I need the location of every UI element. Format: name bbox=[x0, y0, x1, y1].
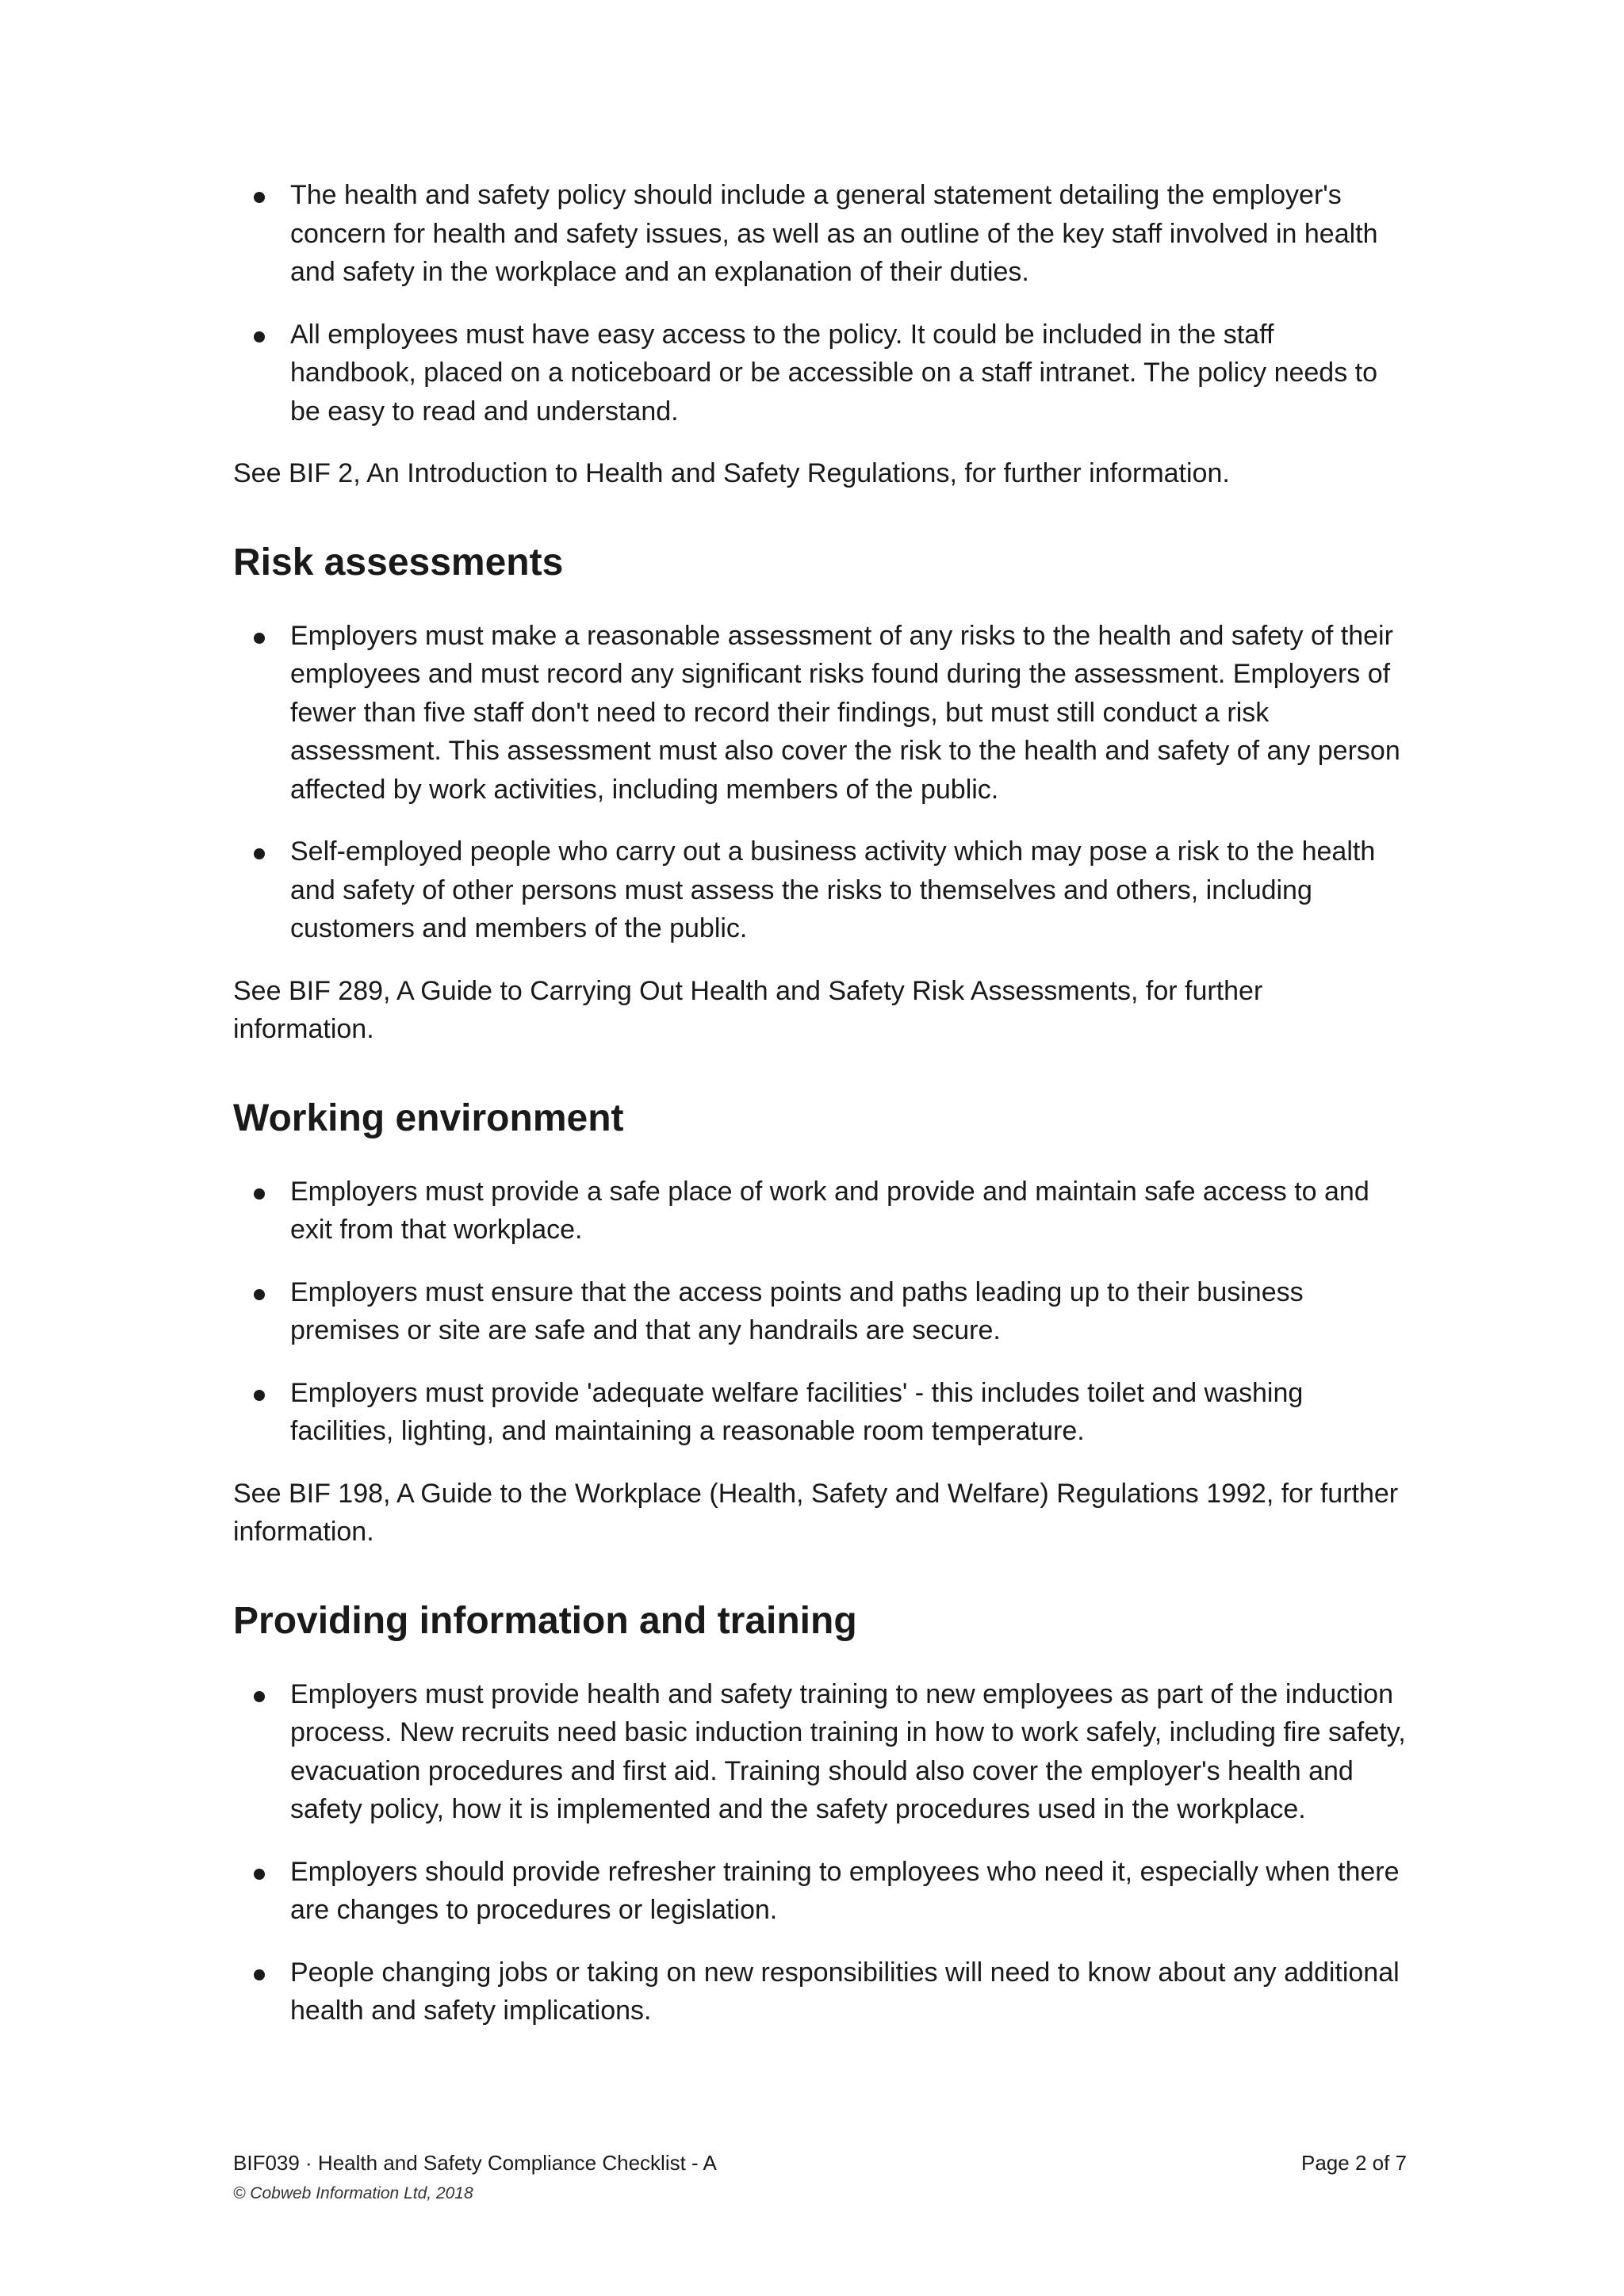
section-heading: Working environment bbox=[233, 1096, 624, 1139]
list-item bbox=[233, 1853, 1407, 1930]
bullet-icon bbox=[254, 331, 265, 342]
page-footer bbox=[233, 2149, 1407, 2203]
list-item bbox=[233, 176, 1407, 292]
section-note: See BIF 289, A Guide to Carrying Out Health and Safety Risk Assessments, for further information. bbox=[233, 975, 1263, 1044]
bullet-text: Employers must provide 'adequate welfare facilities' - this includes toilet and washing facilities, lighting, and maintaining a reasonable room temperature. bbox=[290, 1377, 1304, 1446]
bullet-list bbox=[233, 1173, 1407, 1451]
bullet-text: Employers must make a reasonable assessment of any risks to the health and safety of their employees and must record any significant risks found during the assessment. Employers of fewer than five staff don't need to record their findings, but must still conduct a risk assessment. This assessment must also cover the risk to the health and safety of any person affected by work activities, including members of the public. bbox=[290, 620, 1400, 805]
bullet-text: Self-employed people who carry out a business activity which may pose a risk to the health and safety of other persons must assess the risks to themselves and others, including customers and members of the public. bbox=[290, 836, 1376, 943]
bullet-icon bbox=[254, 848, 265, 859]
list-item bbox=[233, 1374, 1407, 1451]
intro-bullet-list bbox=[233, 176, 1407, 430]
section-working-environment bbox=[233, 1096, 1407, 1552]
bullet-text: People changing jobs or taking on new responsibilities will need to know about any additional health and safety implications. bbox=[290, 1957, 1400, 2026]
section-heading: Providing information and training bbox=[233, 1599, 857, 1642]
footer-doc-title: BIF039 · Health and Safety Compliance Checklist - A bbox=[233, 2151, 717, 2175]
bullet-list bbox=[233, 1675, 1407, 2030]
bullet-icon bbox=[254, 1969, 265, 1980]
list-item bbox=[233, 1173, 1407, 1249]
bullet-icon bbox=[254, 1691, 265, 1702]
list-item bbox=[233, 1273, 1407, 1350]
bullet-list bbox=[233, 617, 1407, 948]
list-item bbox=[233, 1675, 1407, 1829]
section-heading: Risk assessments bbox=[233, 541, 564, 584]
bullet-text: Employers must provide a safe place of work and provide and maintain safe access to and exit from that workplace. bbox=[290, 1176, 1369, 1245]
intro-note: See BIF 2, An Introduction to Health and Safety Regulations, for further information. bbox=[233, 458, 1230, 488]
bullet-text: The health and safety policy should include a general statement detailing the employer's concern for health and safety issues, as well as an outline of the key staff involved in health and safety in the workplace and an explanation of their duties. bbox=[290, 180, 1378, 287]
section-providing-information-and-training bbox=[233, 1599, 1407, 2030]
bullet-icon bbox=[254, 192, 265, 203]
page-content bbox=[233, 176, 1407, 2054]
footer-copyright: © Cobweb Information Ltd, 2018 bbox=[233, 2184, 473, 2202]
bullet-icon bbox=[254, 1188, 265, 1200]
bullet-text: Employers must provide health and safety training to new employees as part of the induction process. New recruits need basic induction training in how to work safely, including fire safety, evacuation procedures and first aid. Training should also cover the employer's health and safety policy, how it is implemented and the safety procedures used in the workplace. bbox=[290, 1678, 1406, 1824]
list-item bbox=[233, 832, 1407, 948]
bullet-icon bbox=[254, 633, 265, 644]
footer-page-number: Page 2 of 7 bbox=[1301, 2151, 1407, 2175]
bullet-icon bbox=[254, 1289, 265, 1300]
section-risk-assessments bbox=[233, 541, 1407, 1049]
bullet-text: Employers must ensure that the access points and paths leading up to their business premises or site are safe and that any handrails are secure. bbox=[290, 1276, 1304, 1345]
bullet-text: Employers should provide refresher training to employees who need it, especially when there are changes to procedures or legislation. bbox=[290, 1856, 1400, 1925]
section-note: See BIF 198, A Guide to the Workplace (Health, Safety and Welfare) Regulations 1992, for further information. bbox=[233, 1478, 1399, 1547]
list-item bbox=[233, 1954, 1407, 2030]
bullet-text: All employees must have easy access to the policy. It could be included in the staff handbook, placed on a noticeboard or be accessible on a staff intranet. The policy needs to be easy to read and understand. bbox=[290, 319, 1378, 427]
footer-row bbox=[233, 2149, 1407, 2176]
list-item bbox=[233, 617, 1407, 809]
list-item bbox=[233, 316, 1407, 431]
bullet-icon bbox=[254, 1390, 265, 1401]
bullet-icon bbox=[254, 1869, 265, 1880]
